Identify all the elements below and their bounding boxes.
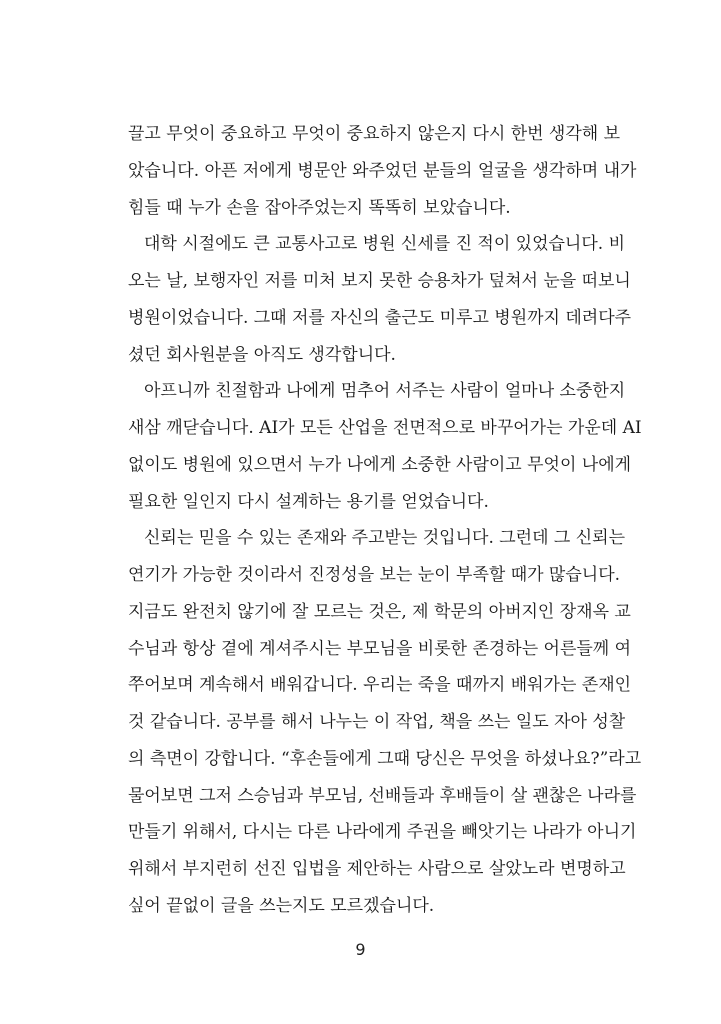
text-line: 것 같습니다. 공부를 해서 나누는 이 작업, 책을 쓰는 일도 자아 성찰 [128,712,626,732]
text-line: 필요한 일인지 다시 설계하는 용기를 얻었습니다. [128,491,489,512]
text-line: 오는 날, 보행자인 저를 미처 보지 못한 승용차가 덮쳐서 눈을 떠보니 [128,271,631,291]
text-line: 대학 시절에도 큰 교통사고로 병원 신세를 진 적이 있었습니다. 비 [144,234,626,255]
text-line: 신뢰는 믿을 수 있는 존재와 주고받는 것입니다. 그런데 그 신뢰는 [144,528,626,549]
paragraph [128,373,642,520]
text-line: 쭈어보며 계속해서 배워갑니다. 우리는 죽을 때까지 배워가는 존재인 [128,675,632,696]
page-number: 9 [355,940,366,959]
text-line: 없이도 병원에 있으면서 누가 나에게 소중한 사람이고 무엇이 나에게 [128,454,632,475]
text-line: 아프니까 친절함과 나에게 멈추어 서주는 사람이 얼마나 소중한지 [144,381,626,402]
text-line: 의 측면이 강합니다. “후손들에게 그때 당신은 무엇을 하셨나요?”라고 [128,748,642,769]
text-line: 위해서 부지런히 선진 입법을 제안하는 사람으로 살았노라 변명하고 [128,859,626,879]
text-line: 았습니다. 아픈 저에게 병문안 와주었던 분들의 얼굴을 생각하며 내가 [128,160,637,181]
text-line: 싶어 끝없이 글을 쓰는지도 모르겠습니다. [128,895,435,916]
text-line: 끌고 무엇이 중요하고 무엇이 중요하지 않은지 다시 한번 생각해 보 [128,124,621,144]
paragraph [128,226,632,373]
body-text [128,116,642,925]
text-line: 연기가 가능한 것이라서 진정성을 보는 눈이 부족할 때가 많습니다. [128,565,621,585]
text-line: 지금도 완전치 않기에 잘 모르는 것은, 제 학문의 아버지인 장재옥 교 [128,601,631,622]
text-line: 힘들 때 누가 손을 잡아주었는지 똑똑히 보았습니다. [128,197,511,218]
paragraph [128,520,642,924]
text-line: 새삼 깨닫습니다. AI가 모든 산업을 전면적으로 바꾸어가는 가운데 AI [128,418,642,438]
paragraph [128,116,637,226]
text-line: 만들기 위해서, 다시는 다른 나라에게 주권을 빼앗기는 나라가 아니기 [128,822,637,843]
text-line: 병원이었습니다. 그때 저를 자신의 출근도 미루고 병원까지 데려다주 [128,307,632,328]
text-line: 수님과 항상 곁에 계셔주시는 부모님을 비롯한 존경하는 어른들께 여 [128,638,632,659]
text-line: 셨던 회사원분을 아직도 생각합니다. [128,344,396,365]
text-line: 물어보면 그저 스승님과 부모님, 선배들과 후배들이 살 괜찮은 나라를 [128,785,637,806]
